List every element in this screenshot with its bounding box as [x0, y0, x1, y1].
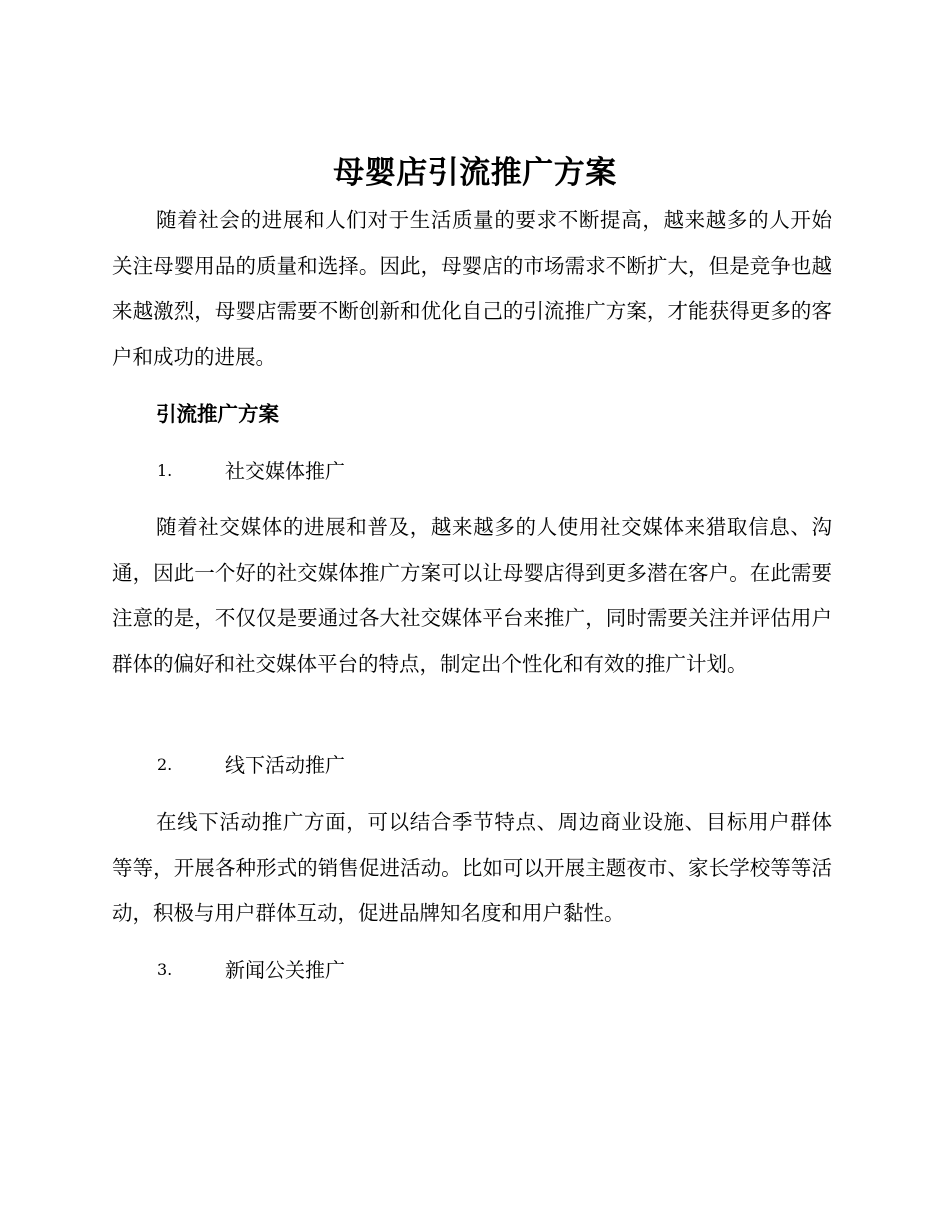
list-label: 社交媒体推广 [225, 459, 345, 483]
offline-events-paragraph: 在线下活动推广方面，可以结合季节特点、周边商业设施、目标用户群体等等，开展各种形式的销售促进活动。比如可以开展主题夜市、家长学校等等活动，积极与用户群体互动，促进品牌知名度和用户黏性。 [112, 810, 832, 925]
document-title: 母婴店引流推广方案 [333, 155, 617, 191]
list-label: 线下活动推广 [225, 753, 345, 777]
list-item-news-pr [157, 955, 757, 985]
intro-paragraph: 随着社会的进展和人们对于生活质量的要求不断提高，越来越多的人开始关注母婴用品的质量和选择。因此，母婴店的市场需求不断扩大，但是竞争也越来越激烈，母婴店需要不断创新和优化自己的引流推广方案，才能获得更多的客户和成功的进展。 [112, 208, 832, 369]
list-label: 新闻公关推广 [225, 958, 345, 982]
list-number: 1. [157, 461, 173, 480]
list-number: 3. [157, 960, 173, 979]
social-media-paragraph: 随着社交媒体的进展和普及，越来越多的人使用社交媒体来猎取信息、沟通，因此一个好的社交媒体推广方案可以让母婴店得到更多潜在客户。在此需要注意的是，不仅仅是要通过各大社交媒体平台来推广，同时需要关注并评估用户群体的偏好和社交媒体平台的特点，制定出个性化和有效的推广计划。 [112, 515, 832, 676]
list-item-offline-events [157, 750, 757, 780]
list-number: 2. [157, 755, 173, 774]
list-item-social-media [157, 456, 757, 486]
section-heading: 引流推广方案 [156, 402, 279, 426]
